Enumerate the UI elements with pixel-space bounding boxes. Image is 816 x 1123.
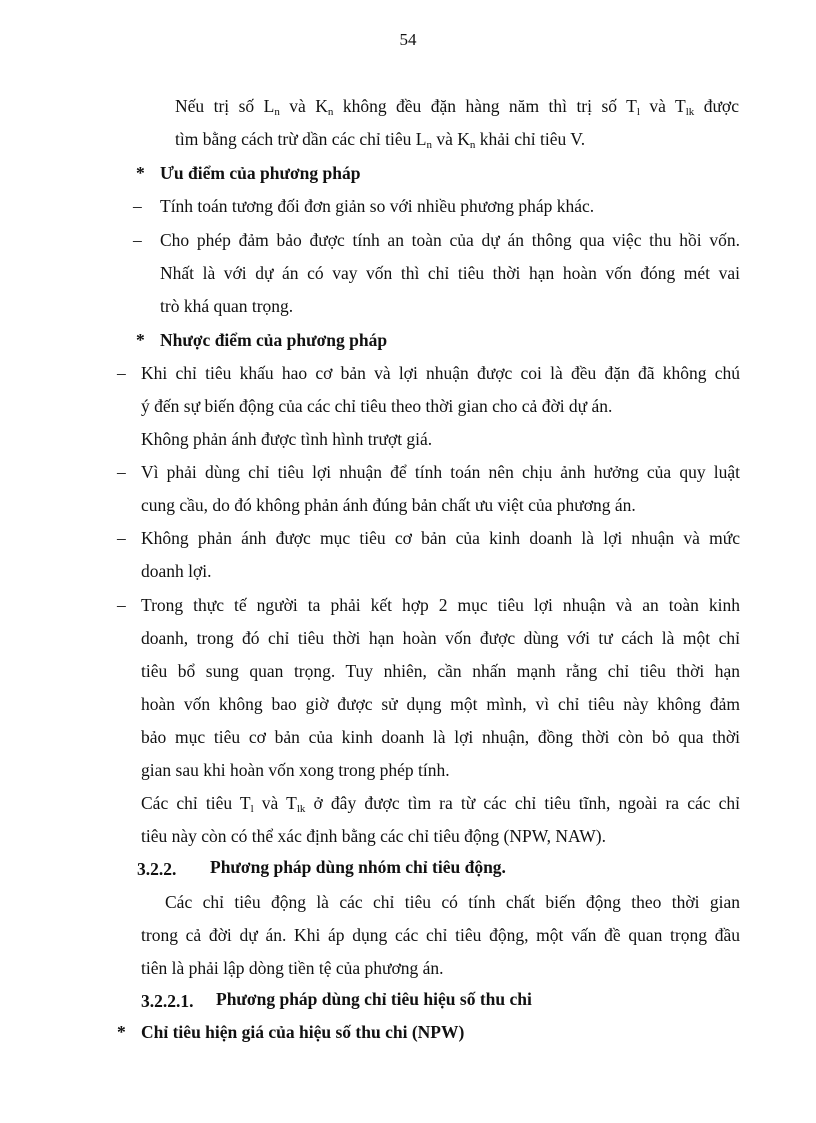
list-item: Trong thực tế người ta phải kết hợp 2 mục tiêu lợi nhuận và an toàn kinh [141, 595, 740, 615]
list-item: Tính toán tương đối đơn giản so với nhiều phương pháp khác. [160, 196, 595, 216]
dash-bullet: – [117, 363, 126, 383]
list-item-continuation: Nhất là với dự án có vay vốn thì chỉ tiêu thời hạn hoàn vốn đóng mét vai [160, 263, 740, 283]
list-item: Vì phải dùng chỉ tiêu lợi nhuận để tính toán nên chịu ảnh hưởng của quy luật [141, 462, 740, 482]
page-number: 54 [399, 30, 417, 49]
paragraph-line: Các chỉ tiêu động là các chỉ tiêu có tính chất biến động theo thời gian [165, 892, 740, 912]
list-item-continuation: ý đến sự biến động của các chỉ tiêu theo thời gian cho cả đời dự án. [141, 396, 613, 416]
paragraph-line: Các chỉ tiêu $T_l$ và $T_{lk}$ ở đây được tìm ra từ các chỉ tiêu tĩnh, ngoài ra các chỉ [141, 793, 741, 815]
section-title: Phương pháp dùng nhóm chỉ tiêu động. [210, 857, 506, 877]
dash-bullet: – [133, 230, 142, 250]
list-item-continuation: doanh lợi. [141, 561, 212, 581]
list-item-continuation: doanh, trong đó chỉ tiêu thời hạn hoàn vốn được dùng với tư cách là một chỉ [141, 628, 740, 648]
paragraph-line: tìm bằng cách trừ dần các chỉ tiêu $L_n$ và $K_n$ khải chỉ tiêu V. [175, 129, 586, 151]
section-number: 3.2.2. [137, 859, 177, 879]
list-item-continuation: bảo mục tiêu cơ bản của kinh doanh là lợi nhuận, đồng thời còn bỏ qua thời [141, 727, 740, 747]
list-item-continuation: cung cầu, do đó không phản ánh đúng bản chất ưu việt của phương án. [141, 495, 636, 515]
disadvantages-heading: Nhược điểm của phương pháp [160, 330, 388, 350]
list-item: Cho phép đảm bảo được tính an toàn của dự án thông qua việc thu hồi vốn. [160, 230, 740, 250]
dash-bullet: – [117, 595, 126, 615]
list-item-continuation: trò khá quan trọng. [160, 296, 294, 316]
paragraph-line: tiên là phải lập dòng tiền tệ của phương án. [141, 958, 444, 978]
npw-heading: Chỉ tiêu hiện giá của hiệu số thu chi (NPW) [141, 1022, 465, 1042]
star-bullet: * [117, 1022, 126, 1042]
star-bullet: * [136, 330, 145, 350]
paragraph-line: tiêu này còn có thể xác định bằng các chỉ tiêu động (NPW, NAW). [141, 826, 606, 846]
subsection-title: Phương pháp dùng chỉ tiêu hiệu số thu chi [216, 989, 532, 1009]
subsection-number: 3.2.2.1. [141, 991, 194, 1011]
list-item-continuation: gian sau khi hoàn vốn xong trong phép tính. [141, 760, 450, 780]
list-item: Không phản ánh được mục tiêu cơ bản của kinh doanh là lợi nhuận và mức [141, 528, 740, 548]
paragraph-line: trong cả đời dự án. Khi áp dụng các chỉ tiêu động, một vấn đề quan trọng đầu [141, 925, 740, 945]
advantages-heading: Ưu điểm của phương pháp [160, 163, 361, 183]
dash-bullet: – [117, 462, 126, 482]
list-item-continuation: tiêu bổ sung quan trọng. Tuy nhiên, cần nhấn mạnh rằng chỉ tiêu thời hạn [141, 661, 740, 681]
dash-bullet: – [117, 528, 126, 548]
list-item: Khi chỉ tiêu khấu hao cơ bản và lợi nhuận được coi là đều đặn đã không chú [141, 363, 740, 383]
dash-bullet: – [133, 196, 142, 216]
list-item-continuation: hoàn vốn không bao giờ được sử dụng một mình, vì chỉ tiêu này không đảm [141, 694, 740, 714]
star-bullet: * [136, 163, 145, 183]
list-item-continuation: Không phản ánh được tình hình trượt giá. [141, 429, 433, 449]
paragraph-line: Nếu trị số $L_n$ và $K_n$ không đều đặn hàng năm thì trị số $T_l$ và $T_{lk}$ được [175, 96, 739, 118]
